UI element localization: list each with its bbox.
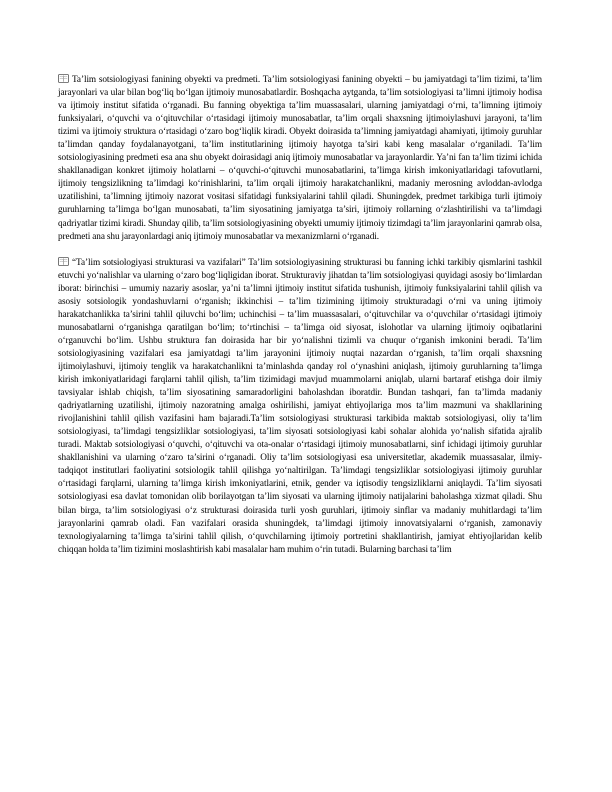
- paragraph-text: Ta’lim sotsiologiyasi fanining obyekti va predmeti. Ta’lim sotsiologiyasi fanining obyekti – bu jamiyatdagi ta’lim tizimi, ta’lim jarayonlari va ular bilan bog‘liq bo‘lgan ijtimoiy munosabatlardir. Boshqacha aytganda, ta’lim sotsiologiyasi ta’limni ijtimoiy hodisa va ijtimoiy institut sifatida o‘rganadi. Bu fanning obyektiga ta’lim muassasalari, ularning jamiyatdagi o‘rni, ta’limning ijtimoiy funksiyalari, o‘quvchi va o‘qituvchilar o‘rtasidagi ijtimoiy munosabatlar, ta’lim orqali shaxsning ijtimoiylashuvi jarayoni, ta’lim tizimi va ijtimoiy struktura o‘rtasidagi o‘zaro bog‘liqlik kiradi. Obyekt doirasida ta’limning jamiyatdagi ahamiyati, ijtimoiy guruhlar ta’limdan qanday foydalanayotgani, ta’lim institutlarining ijtimoiy hayotga ta’siri kabi keng masalalar o‘rganiladi. Ta’lim sotsiologiyasining predmeti esa ana shu obyekt doirasidagi aniq ijtimoiy munosabatlar va jarayonlardir. Ya’ni fan ta’lim tizimi ichida shakllanadigan konkret ijtimoiy holatlarni – o‘quvchi-o‘qituvchi munosabatlarini, ta’limga kirish imkoniyatlaridagi tafovutlarni, ijtimoiy tengsizlikning ta’limdagi ko‘rinishlarini, ta’lim orqali ijtimoiy harakatchanlikni, madaniy merosning avloddan-avlodga uzatilishini, ta’limning ijtimoiy nazorat vositasi sifatidagi funksiyalarini tahlil qiladi. Shuningdek, predmet tarkibiga turli ijtimoiy guruhlarning ta’limga bo‘lgan munosabati, ta’lim siyosatining jamiyatga ta’siri, ijtimoiy rollarning o‘zlashtirilishi va ta’limdagi qadriyatlar tizimi kiradi. Shunday qilib, ta’lim sotsiologiyasining obyekti umumiy ijtimoiy tizimdagi ta’lim jarayonlarini qamrab olsa, predmeti ana shu jarayonlardagi aniq ijtimoiy munosabatlar va mexanizmlarni o‘rganadi.: [58, 75, 542, 242]
- book-icon: [58, 74, 69, 83]
- paragraph-object-subject: [58, 74, 542, 244]
- document-page: [58, 74, 542, 557]
- book-icon: [58, 257, 69, 266]
- paragraph-text: “Ta’lim sotsiologiyasi strukturasi va vazifalari” Ta’lim sotsiologiyasining strukturasi bu fanning ichki tarkibiy qismlarini tashkil etuvchi yo‘nalishlar va ularning o‘zaro bog‘liqligidan iborat. Strukturaviy jihatdan ta’lim sotsiologiyasi quyidagi asosiy bo‘limlardan iborat: birinchisi – umumiy nazariy asoslar, ya’ni ta’limni ijtimoiy institut sifatida tushunish, ijtimoiy funksiyalarini tahlil qilish va asosiy sotsiologik yondashuvlarni o‘rganish; ikkinchisi – ta’lim tizimining ijtimoiy strukturadagi o‘rni va uning ijtimoiy harakatchanlikka ta’sirini tahlil qiluvchi bo‘lim; uchinchisi – ta’lim muassasalari, o‘qituvchilar va o‘quvchilar o‘rtasidagi ijtimoiy munosabatlarni o‘rganishga qaratilgan bo‘lim; to‘rtinchisi – ta’limga oid siyosat, islohotlar va ularning ijtimoiy oqibatlarini o‘rganuvchi bo‘lim. Ushbu struktura fan doirasida har bir yo‘nalishni tizimli va chuqur o‘rganish imkonini beradi. Ta’lim sotsiologiyasining vazifalari esa jamiyatdagi ta’lim jarayonini ijtimoiy nuqtai nazardan o‘rganish, ta’lim orqali shaxsning ijtimoiylashuvi, ijtimoiy tenglik va harakatchanlikni ta’minlashda qanday rol o‘ynashini aniqlash, ijtimoiy guruhlarning ta’limga kirish imkoniyatlaridagi farqlarni tahlil qilish, ta’lim tizimidagi mavjud muammolarni aniqlab, ularni bartaraf etishga doir ilmiy tavsiyalar ishlab chiqish, ta’lim siyosatining samaradorligini baholashdan iboratdir. Bundan tashqari, fan ta’limda madaniy qadriyatlarning uzatilishi, ijtimoiy nazoratning amalga oshirilishi, jamiyat ehtiyojlariga mos ta’lim mazmuni va shakllarining rivojlanishini tahlil qilish vazifasini ham bajaradi.Ta’lim sotsiologiyasi strukturasi tarkibida maktab sotsiologiyasi, oliy ta’lim sotsiologiyasi, ta’limdagi tengsizliklar sotsiologiyasi, ta’lim siyosati sotsiologiyasi kabi sohalar alohida yo‘nalish sifatida ajralib turadi. Maktab sotsiologiyasi o‘quvchi, o‘qituvchi va ota-onalar o‘rtasidagi ijtimoiy munosabatlarni, sinf ichidagi ijtimoiy guruhlar shakllanishini va ularning o‘zaro ta’sirini o‘rganadi. Oliy ta’lim sotsiologiyasi esa universitetlar, akademik muassasalar, ilmiy-tadqiqot institutlari faoliyatini sotsiologik tahlil qilishga yo‘naltirilgan. Ta’limdagi tengsizliklar sotsiologiyasi ijtimoiy guruhlar o‘rtasidagi farqlarni, ularning ta’limga kirish imkoniyatlarini, etnik, gender va iqtisodiy tengsizliklarni aniqlaydi. Ta’lim siyosati sotsiologiyasi esa davlat tomonidan olib borilayotgan ta’lim siyosati va ularning ijtimoiy natijalarini baholashga xizmat qiladi. Shu bilan birga, ta’lim sotsiologiyasi o‘z strukturasi doirasida turli yosh guruhlari, ijtimoiy sinflar va madaniy muhitlardagi ta’lim jarayonlarini qamrab oladi. Fan vazifalari orasida shuningdek, ta’limdagi ijtimoiy innovatsiyalarni o‘rganish, zamonaviy texnologiyalarning ta’limga ta’sirini tahlil qilish, o‘quvchilarning ijtimoiy portretini shakllantirish, jamiyat ehtiyojlaridan kelib chiqqan holda ta’lim tizimini moslashtirish kabi masalalar ham muhim o‘rin tutadi. Bularning barchasi ta’lim: [58, 257, 542, 555]
- paragraph-structure-tasks: [58, 257, 542, 557]
